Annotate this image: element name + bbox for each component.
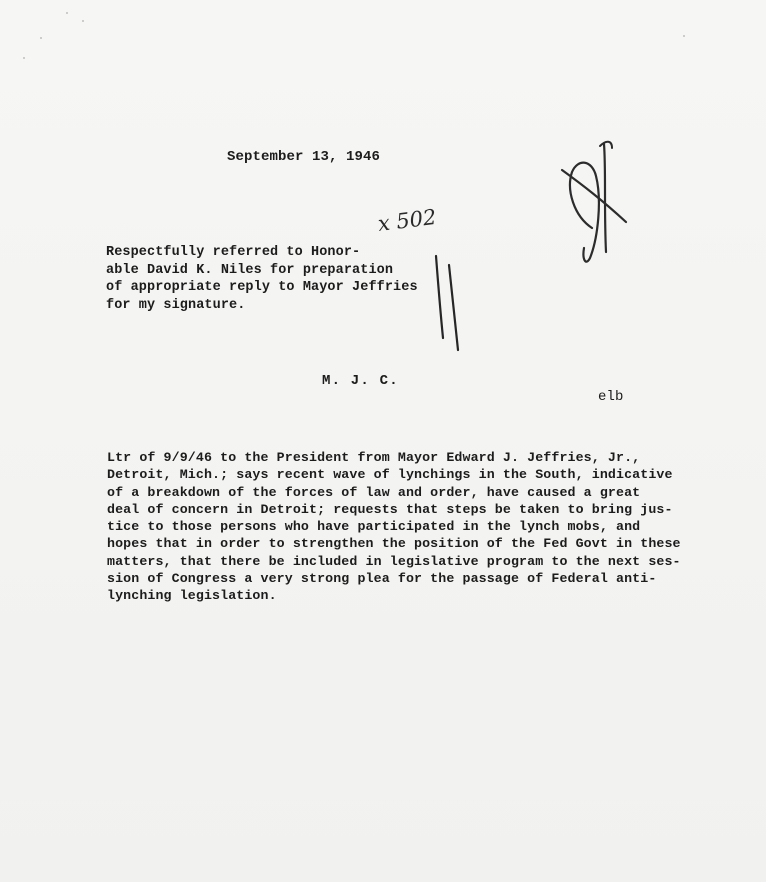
- sender-initials: M. J. C.: [322, 373, 399, 389]
- initial-mark-hook: [600, 142, 612, 148]
- initial-mark-slash: [562, 170, 626, 222]
- paper-speck: [82, 20, 84, 22]
- letter-date: September 13, 1946: [227, 149, 381, 165]
- paper-speck: [40, 37, 42, 39]
- approval-stroke-right: [449, 265, 458, 350]
- initial-mark-tail: [604, 144, 606, 252]
- handwritten-file-code: x 502: [376, 204, 438, 236]
- typist-initials: elb: [598, 389, 624, 405]
- initial-mark-loop: [570, 163, 599, 262]
- paper-speck: [23, 57, 25, 59]
- referral-note: Respectfully referred to Honor- able David K. Niles for preparation of appropriate reply to Mayor Jeffries for my signature.: [106, 245, 418, 313]
- letter-summary: Ltr of 9/9/46 to the President from Mayor Edward J. Jeffries, Jr., Detroit, Mich.; says recent wave of lynchings in the South, indicative of a breakdown of the forces of law and order, have caused a great deal of concern in Detroit; requests that steps be taken to bring jus- tice to those persons who have participated in the lynch mobs, and hopes that in order to strengthen the position of the Fed Govt in these matters, that there be included in legislative program to the next ses- sion of Congress a very strong plea for the passage of Federal anti- lynching legislation.: [107, 450, 681, 604]
- paper-speck: [66, 12, 68, 14]
- paper-speck: [683, 35, 685, 37]
- approval-stroke-left: [436, 256, 443, 338]
